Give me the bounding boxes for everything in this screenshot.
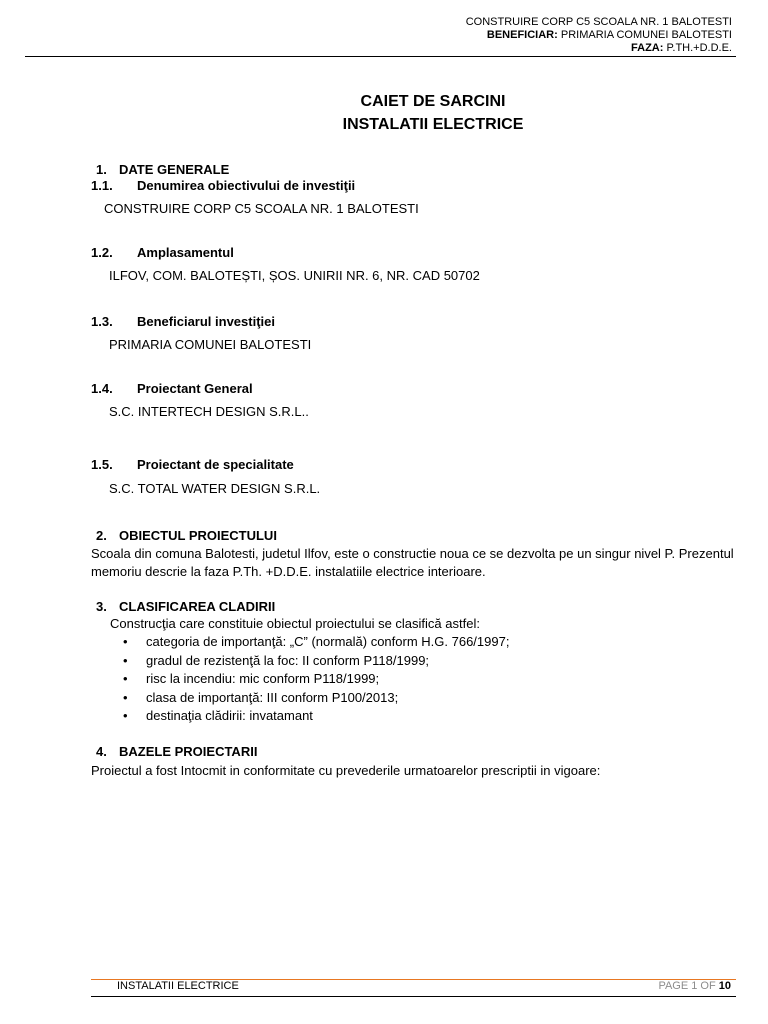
list-item xyxy=(120,652,509,671)
section-1-number: 1. xyxy=(96,162,107,177)
section-1-5-value: S.C. TOTAL WATER DESIGN S.R.L. xyxy=(109,481,321,496)
section-1-1-heading: Denumirea obiectivului de investiţii xyxy=(137,178,356,193)
list-item-text: categoria de importanţă: „C” (normală) conform H.G. 766/1997; xyxy=(146,634,510,649)
section-4-text: Proiectul a fost Intocmit in conformitate cu prevederile urmatoarelor prescriptii in vigoare: xyxy=(91,763,601,778)
list-item xyxy=(120,670,509,689)
list-item xyxy=(120,689,509,708)
footer-divider xyxy=(91,996,736,997)
document-header xyxy=(466,16,732,55)
bullet-icon: • xyxy=(123,689,128,705)
section-1-3-value: PRIMARIA COMUNEI BALOTESTI xyxy=(109,337,312,352)
classification-list xyxy=(120,633,509,726)
section-3-heading: CLASIFICAREA CLADIRII xyxy=(119,599,276,614)
document-subtitle: INSTALATII ELECTRICE xyxy=(342,116,524,133)
beneficiary-label: BENEFICIAR: xyxy=(486,29,558,41)
section-1-2-heading: Amplasamentul xyxy=(137,245,234,260)
bullet-icon: • xyxy=(123,671,128,686)
section-1-3-number: 1.3. xyxy=(91,314,113,329)
page-label: PAGE 1 OF xyxy=(658,980,719,992)
section-1-2-value: ILFOV, COM. BALOTEȘTI, ȘOS. UNIRII NR. 6, NR. CAD 50702 xyxy=(109,268,480,283)
bullet-icon: • xyxy=(123,708,128,723)
list-item-text: gradul de rezistenţă la foc: II conform P118/1999; xyxy=(146,652,430,668)
list-item xyxy=(120,707,509,726)
list-item xyxy=(120,633,509,652)
list-item-text: clasa de importanţă: III conform P100/2013; xyxy=(146,689,399,705)
section-1-5-number: 1.5. xyxy=(91,457,113,472)
section-1-5-heading: Proiectant de specialitate xyxy=(137,457,294,472)
section-4-number: 4. xyxy=(96,744,107,759)
document-title: CAIET DE SARCINI xyxy=(360,93,506,110)
section-3-number: 3. xyxy=(96,599,107,614)
section-1-4-heading: Proiectant General xyxy=(137,381,253,396)
phase-line xyxy=(466,42,732,55)
page-indicator xyxy=(658,980,731,992)
section-4-heading: BAZELE PROIECTARII xyxy=(119,744,258,759)
section-1-3-heading: Beneficiarul investiţiei xyxy=(137,314,275,329)
section-2-heading: OBIECTUL PROIECTULUI xyxy=(119,528,277,543)
section-1-2-number: 1.2. xyxy=(91,245,113,260)
bullet-icon: • xyxy=(123,634,128,649)
beneficiary-value: PRIMARIA COMUNEI BALOTESTI xyxy=(557,29,732,41)
section-1-1-number: 1.1. xyxy=(91,178,113,193)
header-divider xyxy=(25,56,736,57)
section-1-heading: DATE GENERALE xyxy=(119,162,230,177)
section-3-intro: Construcţia care constituie obiectul proiectului se clasifică astfel: xyxy=(110,616,480,631)
beneficiary-line xyxy=(466,29,732,42)
page-total: 10 xyxy=(718,980,731,992)
section-1-4-value: S.C. INTERTECH DESIGN S.R.L.. xyxy=(109,404,309,419)
phase-value: P.TH.+D.D.E. xyxy=(663,42,732,54)
list-item-text: destinaţia clădirii: invatamant xyxy=(146,708,313,723)
phase-label: FAZA: xyxy=(631,42,664,54)
bullet-icon: • xyxy=(123,652,128,668)
section-1-1-value: CONSTRUIRE CORP C5 SCOALA NR. 1 BALOTESTI xyxy=(104,201,419,216)
section-2-number: 2. xyxy=(96,528,107,543)
section-1-4-number: 1.4. xyxy=(91,381,113,396)
footer-title: INSTALATII ELECTRICE xyxy=(117,980,239,992)
list-item-text: risc la incendiu: mic conform P118/1999; xyxy=(146,671,380,686)
project-title: CONSTRUIRE CORP C5 SCOALA NR. 1 BALOTESTI xyxy=(465,16,732,28)
section-2-text: Scoala din comuna Balotesti, judetul Ilfov, este o constructie noua ce se dezvolta pe un singur nivel P. Prezentul memoriu descrie la faza P.Th. +D.D.E. instalatiile electrice interioare. xyxy=(91,546,734,579)
